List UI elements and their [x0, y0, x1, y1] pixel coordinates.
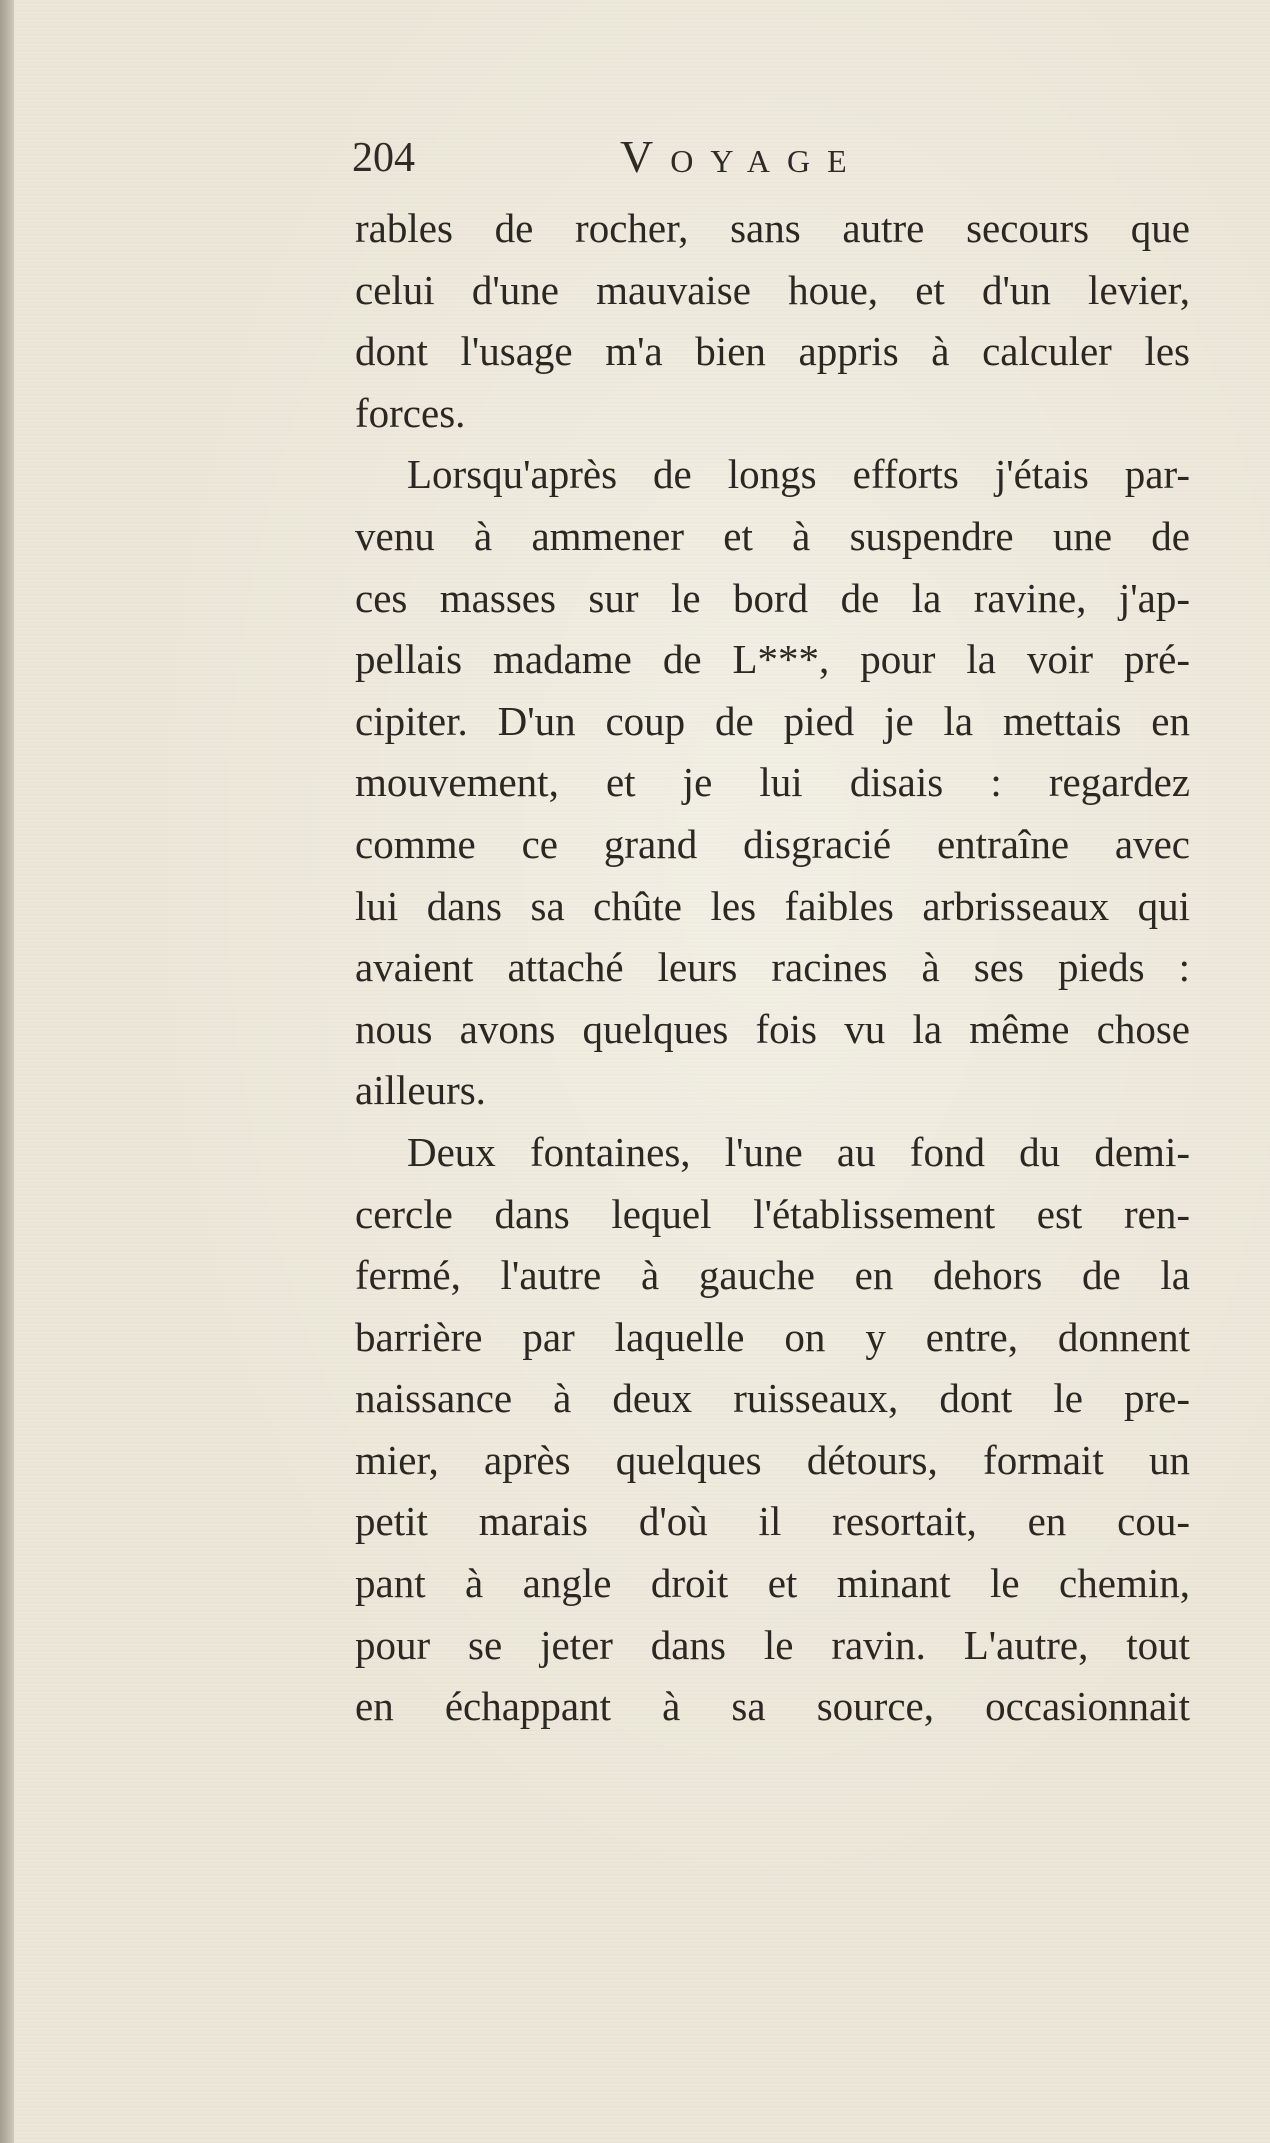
- text-line: pant à angle droit et minant le chemin,: [355, 1560, 1190, 1607]
- text-line: dont l'usage m'a bien appris à calculer les: [355, 328, 1190, 375]
- page-edge-shadow: [0, 0, 14, 2143]
- text-line: mouvement, et je lui disais : regardez: [355, 759, 1190, 806]
- text-line: celui d'une mauvaise houe, et d'un levier,: [355, 266, 1190, 313]
- running-title: Voyage: [620, 131, 864, 182]
- text-line: petit marais d'où il resortait, en cou-: [355, 1498, 1190, 1545]
- text-line: nous avons quelques fois vu la même chose: [355, 1005, 1190, 1052]
- text-line: lui dans sa chûte les faibles arbrisseaux qui: [355, 882, 1190, 929]
- text-line: Deux fontaines, l'une au fond du demi-: [407, 1128, 1190, 1175]
- text-line: barrière par laquelle on y entre, donnent: [355, 1313, 1190, 1360]
- text-line: cercle dans lequel l'établissement est ren-: [355, 1190, 1190, 1237]
- text-line: ailleurs.: [355, 1067, 486, 1114]
- text-line: mier, après quelques détours, formait un: [355, 1436, 1190, 1483]
- text-line: pour se jeter dans le ravin. L'autre, tout: [355, 1621, 1190, 1668]
- page-number: 204: [352, 135, 415, 181]
- paragraph-rocks: [355, 444, 1190, 1122]
- text-line: ces masses sur le bord de la ravine, j'ap-: [355, 574, 1190, 621]
- text-line: pellais madame de L***, pour la voir pré-: [355, 636, 1190, 683]
- text-line: rables de rocher, sans autre secours que: [355, 205, 1190, 251]
- text-line: avaient attaché leurs racines à ses pieds :: [355, 944, 1190, 991]
- body-text: [355, 198, 1190, 1738]
- text-line: cipiter. D'un coup de pied je la mettais en: [355, 697, 1190, 744]
- text-line: Lorsqu'après de longs efforts j'étais par-: [407, 451, 1190, 498]
- text-line: venu à ammener et à suspendre une de: [355, 512, 1190, 559]
- text-line: comme ce grand disgracié entraîne avec: [355, 820, 1190, 867]
- text-line: en échappant à sa source, occasionnait: [355, 1683, 1190, 1730]
- text-line: naissance à deux ruisseaux, dont le pre-: [355, 1375, 1190, 1422]
- paragraph-fountains: [355, 1122, 1190, 1738]
- running-head: [352, 128, 1192, 188]
- paragraph-continued: [355, 198, 1190, 444]
- text-line: forces.: [355, 389, 466, 436]
- text-line: fermé, l'autre à gauche en dehors de la: [355, 1252, 1190, 1299]
